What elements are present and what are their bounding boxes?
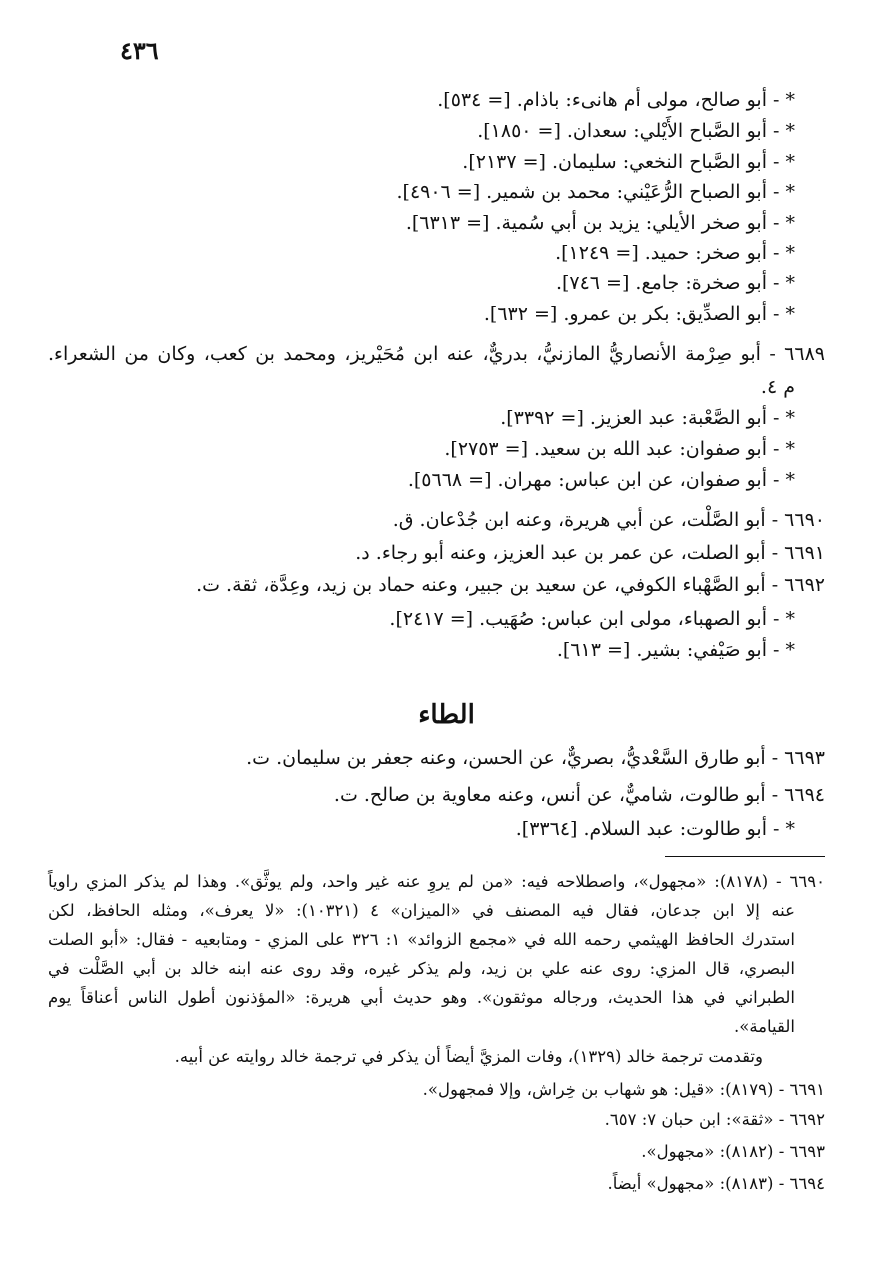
cross-reference-entry: * - أبو الصَّعْبة: عبد العزيز. [= ٣٣٩٢]. <box>500 407 795 429</box>
biography-entry: ٦٦٩٤ - أبو طالوت، شاميٌّ، عن أنس، وعنه معاوية بن صالح. ت. <box>333 784 825 806</box>
cross-reference-entry: * - أبو صخر: حميد. [= ١٢٤٩]. <box>555 242 795 264</box>
biography-entry: ٦٦٩٠ - أبو الصَّلْت، عن أبي هريرة، وعنه ابن جُدْعان. ق. <box>392 509 825 531</box>
cross-reference-entry: * - أبو صفوان: عبد الله بن سعيد. [= ٢٧٥٣]. <box>444 438 795 460</box>
footnote-line: وتقدمت ترجمة خالد (١٣٢٩)، وفات المزيَّ أيضاً أن يذكر في ترجمة خالد روايته عن أبيه. <box>174 1047 763 1066</box>
biography-entry: ٦٦٩٢ - أبو الصَّهْباء الكوفي، عن سعيد بن جبير، وعنه حماد بن زيد، وعِدَّة، ثقة. ت. <box>196 574 825 596</box>
footnote-line: ٦٦٩٠ - (٨١٧٨): «مجهول»، واصطلاحه فيه: «من لم يروِ عنه غير واحد، ولم يوثَّق». وهذا لم يذكر المزي راوياً <box>48 872 825 891</box>
biography-entry: ٦٦٩٣ - أبو طارق السَّعْديُّ، بصريٌّ، عن الحسن، وعنه جعفر بن سليمان. ت. <box>246 747 825 769</box>
biography-entry-continuation: م ٤. <box>760 376 795 398</box>
cross-reference-entry: * - أبو صالح، مولى أم هانىء: باذام. [= ٥٣٤]. <box>437 89 795 111</box>
section-heading: الطاء <box>418 700 475 730</box>
cross-reference-entry: * - أبو الصهباء، مولى ابن عباس: صُهَيب. [= ٢٤١٧]. <box>389 608 795 630</box>
footnote-line: ٦٦٩١ - (٨١٧٩): «قيل: هو شهاب بن خِراش، وإلا فمجهول». <box>422 1080 825 1099</box>
cross-reference-entry: * - أبو صفوان، عن ابن عباس: مهران. [= ٥٦٦٨]. <box>407 469 795 491</box>
cross-reference-entry: * - أبو صخرة: جامع. [= ٧٤٦]. <box>555 272 795 294</box>
cross-reference-entry: * - أبو طالوت: عبد السلام. [٣٣٦٤]. <box>515 818 795 840</box>
cross-reference-entry: * - أبو الصباح الرُّعَيْني: محمد بن شمير. [= ٤٩٠٦]. <box>396 181 795 203</box>
cross-reference-entry: * - أبو الصَّباح النخعي: سليمان. [= ٢١٣٧]. <box>462 151 795 173</box>
cross-reference-entry: * - أبو صَيْفي: بشير. [= ٦١٣]. <box>556 639 795 661</box>
biography-entry: ٦٦٩١ - أبو الصلت، عن عمر بن عبد العزيز، وعنه أبو رجاء. د. <box>355 542 825 564</box>
footnote-line: ٦٦٩٢ - «ثقة»: ابن حبان ٧: ٦٥٧. <box>604 1110 825 1129</box>
footnote-line: البصري، قال المزي: روى عنه علي بن زيد، ولم يذكر غيره، وقد روى عنه ابنه خالد بن أبي الصَّلْت في <box>48 959 795 978</box>
page-number: ٤٣٦ <box>120 36 159 65</box>
footnote-line: القيامة». <box>734 1017 795 1036</box>
footnote-line: عنه إلا ابن جدعان، فقال فيه المصنف في «الميزان» ٤ (١٠٣٢١): «لا يعرف»، ومثله الحافظ، لكن <box>48 901 796 920</box>
footnote-line: ٦٦٩٤ - (٨١٨٣): «مجهول» أيضاً. <box>607 1174 825 1193</box>
cross-reference-entry: * - أبو الصدِّيق: بكر بن عمرو. [= ٦٣٢]. <box>483 303 795 325</box>
cross-reference-entry: * - أبو الصَّباح الأَيْلي: سعدان. [= ١٨٥٠]. <box>477 120 795 142</box>
footnote-separator <box>665 856 825 857</box>
footnote-line: استدرك الحافظ الهيثمي رحمه الله في «مجمع الزوائد» ١: ٣٢٦ على المزي - ومتابعيه - فقال: «أبو الصلت <box>48 930 795 949</box>
footnote-line: ٦٦٩٣ - (٨١٨٢): «مجهول». <box>641 1142 825 1161</box>
cross-reference-entry: * - أبو صخر الأيلي: يزيد بن أبي سُمية. [= ٦٣١٣]. <box>405 212 795 234</box>
biography-entry: ٦٦٨٩ - أبو صِرْمة الأنصاريُّ المازنيُّ، بدريٌّ، عنه ابن مُحَيْريز، ومحمد بن كعب، وكان من الشعراء. <box>48 343 825 365</box>
footnote-line: الطبراني في هذا الحديث، ورجاله موثقون». وهو حديث أبي هريرة: «المؤذنون أطول الناس أعناقاً يوم <box>48 988 795 1007</box>
